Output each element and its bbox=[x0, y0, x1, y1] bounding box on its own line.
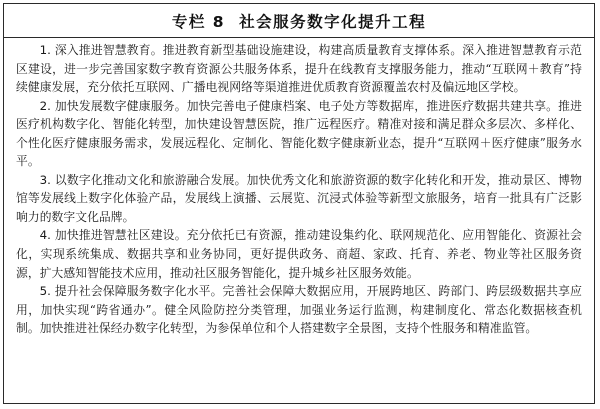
list-item bbox=[16, 41, 582, 97]
list-item bbox=[16, 282, 582, 338]
item-lead: 2. 加快发展数字健康服务。 bbox=[39, 98, 187, 113]
column-title-text: 社会服务数字化提升工程 bbox=[239, 12, 427, 31]
column-box bbox=[3, 3, 595, 404]
column-title bbox=[4, 4, 594, 38]
item-lead: 5. 提升社会保障服务数字化水平。 bbox=[39, 284, 223, 299]
list-item bbox=[16, 226, 582, 282]
item-body: 充分依托已有资源，推动建设集约化、联网规范化、应用智能化、资源社会化，实现系统集成、数据共享和业务协同，更好提供政务、商超、家政、托育、养老、物业等社区服务资源，扩大感知智能技术应用，推动社区服务智能化，提升城乡社区服务效能。 bbox=[16, 228, 582, 280]
item-body: 完善社会保障大数据应用，开展跨地区、跨部门、跨层级数据共享应用，加快实现“跨省通办”。健全风险防控分类管理，加强业务运行监测，构建制度化、常态化数据核查机制。加快推进社保经办数字化转型，为参保单位和个人搭建数字全景图，支持个性服务和精准监管。 bbox=[16, 284, 582, 336]
column-number: 专栏 8 bbox=[171, 12, 226, 31]
item-lead: 4. 加快推进智慧社区建设。 bbox=[39, 228, 187, 243]
column-body bbox=[4, 38, 594, 338]
item-lead: 1. 深入推进智慧教育。 bbox=[39, 43, 163, 57]
item-body: 加快优秀文化和旅游资源的数字化转化和开发，推动景区、博物馆等发展线上数字化体验产品，发展线上演播、云展览、沉浸式体验等新型文旅服务，培育一批具有广泛影响力的数字文化品牌。 bbox=[16, 172, 582, 224]
item-body: 推进教育新型基础设施建设，构建高质量教育支撑体系。深入推进智慧教育示范区建设，进一步完善国家数字教育资源公共服务体系，提升在线教育支撑服务能力，推动“互联网＋教育”持续健康发展，充分依托互联网、广播电视网络等渠道推进优质教育资源覆盖农村及偏远地区学校。 bbox=[16, 43, 582, 95]
item-lead: 3. 以数字化推动文化和旅游融合发展。 bbox=[39, 172, 247, 187]
list-item bbox=[16, 97, 582, 171]
item-body: 加快完善电子健康档案、电子处方等数据库，推进医疗数据共建共享。推进医疗机构数字化、智能化转型，加快建设智慧医院，推广远程医疗。精准对接和满足群众多层次、多样化、个性化医疗健康服务需求，发展远程化、定制化、智能化数字健康新业态，提升“互联网＋医疗健康”服务水平。 bbox=[16, 98, 582, 169]
list-item bbox=[16, 171, 582, 227]
